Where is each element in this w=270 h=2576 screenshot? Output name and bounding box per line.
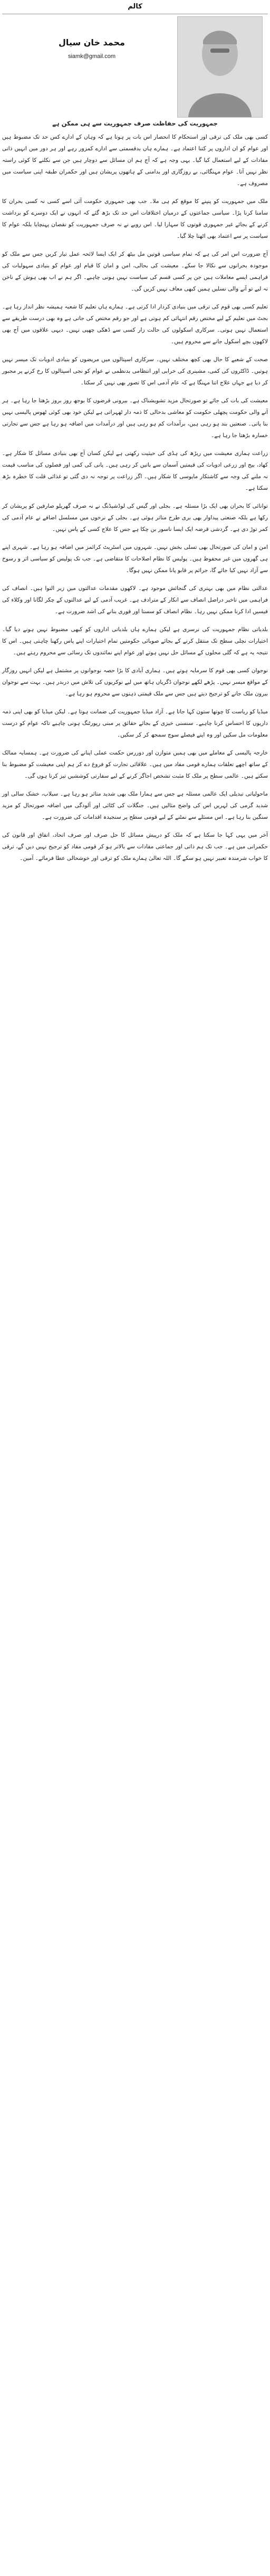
paragraph: توانائی کا بحران بھی ایک بڑا مسئلہ ہے۔ بجلی اور گیس کی لوڈشیڈنگ نے نہ صرف گھریلو صارفین کو پریشان کر رکھا ہے بلکہ صنعتی پیداوار بھی بری طرح متاثر ہوئی ہے۔ بجلی کے نرخوں میں مسلسل اضافے نے عام آدمی کی کمر توڑ دی ہے۔ گردشی قرضہ ایک ایسا ناسور بن چکا ہے جس کا علاج کسی کے پاس نہیں۔ [2, 503, 268, 532]
author-name: محمد خان سیال [59, 37, 125, 47]
paragraph: عدالتی نظام میں بھی بہتری کی گنجائش موجود ہے۔ لاکھوں مقدمات عدالتوں میں زیر التوا ہیں۔ انصاف کی فراہمی میں تاخیر دراصل انصاف سے انکار کے مترادف ہے۔ غریب آدمی کے لیے عدالتوں کے چکر لگانا اور وکلاء کی فیسیں ادا کرنا ممکن نہیں رہا۔ نظام انصاف کو سستا اور فوری بنانے کی اشد ضرورت ہے۔ [2, 585, 268, 615]
article-page [0, 1, 270, 2576]
portrait-photo-icon [177, 16, 263, 118]
byline-block [2, 16, 268, 117]
paragraph: تعلیم کسی بھی قوم کی ترقی میں بنیادی کردار ادا کرتی ہے۔ ہمارے ہاں تعلیم کا شعبہ ہمیشہ نظر انداز رہا ہے۔ بجٹ میں تعلیم کے لیے مختص رقم انتہائی کم ہوتی ہے اور جو رقم مختص کی جاتی ہے وہ بھی درست طریقے سے استعمال نہیں ہوتی۔ سرکاری اسکولوں کی حالت زار کسی سے ڈھکی چھپی نہیں۔ دیہی علاقوں میں آج بھی لاکھوں بچے اسکول جانے سے محروم ہیں۔ [2, 304, 268, 345]
paragraph: معیشت کی بات کی جائے تو صورتحال مزید تشویشناک ہے۔ بیرونی قرضوں کا بوجھ روز بروز بڑھتا جا رہا ہے۔ ہر آنے والی حکومت پچھلی حکومت کو معاشی بدحالی کا ذمہ دار ٹھہراتی ہے لیکن خود بھی کوئی ٹھوس پالیسی نہیں بنا پاتی۔ صنعتیں بند ہو رہی ہیں، برآمدات کم ہو رہی ہیں اور درآمدات میں اضافہ ہو رہا ہے جس سے تجارتی خسارہ بڑھتا جا رہا ہے۔ [2, 398, 268, 439]
paragraph: بلدیاتی نظام جمہوریت کی نرسری ہے لیکن ہمارے ہاں بلدیاتی اداروں کو کبھی مضبوط نہیں ہونے دیا گیا۔ اختیارات نچلی سطح تک منتقل کرنے کے بجائے صوبائی حکومتیں تمام اختیارات اپنے پاس رکھنا چاہتی ہیں۔ اس کا نتیجہ یہ ہے کہ گلی محلوں کے مسائل حل نہیں ہوتے اور عوام اپنے نمائندوں تک رسائی سے محروم رہتے ہیں۔ [2, 626, 268, 656]
paragraph: صحت کے شعبے کا حال بھی کچھ مختلف نہیں۔ سرکاری اسپتالوں میں مریضوں کو بنیادی ادویات تک میسر نہیں ہوتیں۔ ڈاکٹروں کی کمی، مشینری کی خرابی اور انتظامی بدنظمی نے عوام کو نجی اسپتالوں کا رخ کرنے پر مجبور کر دیا ہے جہاں علاج اتنا مہنگا ہے کہ عام آدمی اس کا تصور بھی نہیں کر سکتا۔ [2, 356, 268, 386]
author-email[interactable]: siamk@gmail.com [68, 53, 115, 60]
paragraph: ملک میں جمہوریت کو پنپنے کا موقع کم ہی ملا۔ جب بھی جمہوری حکومت آئی اسے کسی نہ کسی بحران کا سامنا کرنا پڑا۔ سیاسی جماعتوں کے درمیان اختلافات اس حد تک بڑھ گئے کہ انہوں نے ایک دوسرے کو برداشت کرنے کے بجائے غیر جمہوری قوتوں کا سہارا لیا۔ اس رویے نے نہ صرف جمہوریت کو نقصان پہنچایا بلکہ عوام کا سیاست پر سے اعتماد بھی اٹھتا چلا گیا۔ [2, 198, 268, 239]
paragraph: آج ضرورت اس امر کی ہے کہ تمام سیاسی قوتیں مل بیٹھ کر ایک ایسا لائحہ عمل تیار کریں جس سے ملک کو موجودہ بحرانوں سے نکالا جا سکے۔ معیشت کی بحالی، امن و امان کا قیام اور عوام کو بنیادی سہولیات کی فراہمی ایسے معاملات ہیں جن پر کسی قسم کی سیاست نہیں ہونی چاہیے۔ اگر ہم نے اب بھی ہوش کے ناخن نہ لیے تو آنے والی نسلیں ہمیں کبھی معاف نہیں کریں گی۔ [2, 251, 268, 292]
column-header-title: کالم [128, 3, 142, 11]
paragraph: زراعت ہماری معیشت میں ریڑھ کی ہڈی کی حیثیت رکھتی ہے لیکن کسان آج بھی بنیادی مسائل کا شکار ہے۔ کھاد، بیج اور زرعی ادویات کی قیمتیں آسمان سے باتیں کر رہی ہیں۔ پانی کی کمی اور فصلوں کی مناسب قیمت نہ ملنے کی وجہ سے کاشتکار مایوسی کا شکار ہیں۔ اگر زراعت پر توجہ نہ دی گئی تو غذائی قلت کا خطرہ بڑھ سکتا ہے۔ [2, 450, 268, 491]
paragraph: نوجوان کسی بھی قوم کا سرمایہ ہوتے ہیں۔ ہماری آبادی کا بڑا حصہ نوجوانوں پر مشتمل ہے لیکن انہیں روزگار کے مواقع میسر نہیں۔ پڑھے لکھے نوجوان ڈگریاں ہاتھ میں لیے نوکریوں کی تلاش میں دربدر ہیں۔ بہت سے نوجوان بیرون ملک جانے کو ترجیح دیتے ہیں جس سے ملک قیمتی ذہنوں سے محروم ہو رہا ہے۔ [2, 667, 268, 697]
paragraph: خارجہ پالیسی کے معاملے میں بھی ہمیں متوازن اور دوررس حکمت عملی اپنانے کی ضرورت ہے۔ ہمسایہ ممالک کے ساتھ اچھے تعلقات ہمارے قومی مفاد میں ہیں۔ علاقائی تجارت کو فروغ دے کر ہم اپنی معیشت کو مضبوط بنا سکتے ہیں۔ عالمی سطح پر ملک کا مثبت تشخص اجاگر کرنے کے لیے سفارتی کوششیں تیز کرنا ہوں گی۔ [2, 750, 268, 779]
paragraph: کسی بھی ملک کی ترقی اور استحکام کا انحصار اس بات پر ہوتا ہے کہ وہاں کے ادارے کس حد تک مضبوط ہیں اور عوام کو ان اداروں پر کتنا اعتماد ہے۔ ہمارے ہاں بدقسمتی سے ادارے کمزور رہے اور ہر دور میں انہیں ذاتی مفادات کے لیے استعمال کیا گیا۔ یہی وجہ ہے کہ آج ہم ان مسائل سے دوچار ہیں جن سے نکلنے کا کوئی راستہ نظر نہیں آتا۔ عوام مہنگائی، بے روزگاری اور بدامنی کے ہاتھوں پریشان ہیں اور حکمران طبقہ اپنی سیاست میں مصروف ہے۔ [2, 134, 268, 187]
paragraph: آخر میں یہی کہا جا سکتا ہے کہ ملک کو درپیش مسائل کا حل صرف اور صرف اتحاد، اتفاق اور قانون کی حکمرانی میں ہے۔ جب تک ہم ذاتی اور جماعتی مفادات سے بالاتر ہو کر قومی مفاد کو ترجیح نہیں دیں گے، ترقی کا خواب شرمندہ تعبیر نہیں ہو سکے گا۔ اللہ تعالیٰ ہمارے ملک کو ترقی اور خوشحالی عطا فرمائے۔ آمین۔ [2, 832, 268, 861]
paragraph: ماحولیاتی تبدیلی ایک عالمی مسئلہ ہے جس سے ہمارا ملک بھی شدید متاثر ہو رہا ہے۔ سیلاب، خشک سالی اور شدید گرمی کی لہریں اس کی واضح مثالیں ہیں۔ جنگلات کی کٹائی اور آلودگی میں اضافہ صورتحال کو مزید سنگین بنا رہا ہے۔ اس مسئلے سے نمٹنے کے لیے قومی سطح پر سنجیدہ اقدامات کی ضرورت ہے۔ [2, 791, 268, 820]
article-body [2, 131, 268, 864]
paragraph: میڈیا کو ریاست کا چوتھا ستون کہا جاتا ہے۔ آزاد میڈیا جمہوریت کی ضمانت ہوتا ہے۔ لیکن میڈیا کو بھی اپنی ذمہ داریوں کا احساس کرنا چاہیے۔ سنسنی خیزی کے بجائے حقائق پر مبنی رپورٹنگ ہونی چاہیے تاکہ عوام کو درست معلومات مل سکیں اور وہ اپنے فیصلے سوچ سمجھ کر کر سکیں۔ [2, 709, 268, 738]
paragraph: امن و امان کی صورتحال بھی تسلی بخش نہیں۔ شہروں میں اسٹریٹ کرائمز میں اضافہ ہو رہا ہے۔ شہری اپنے ہی گھروں میں غیر محفوظ ہیں۔ پولیس کا نظام اصلاحات کا متقاضی ہے۔ جب تک پولیس کو سیاسی اثر و رسوخ سے آزاد نہیں کیا جائے گا، جرائم پر قابو پانا ممکن نہیں ہوگا۔ [2, 544, 268, 574]
headline-quote: جمہوریت کی حفاظت صرف جمہوریت سے ہی ممکن ہے [52, 120, 218, 127]
